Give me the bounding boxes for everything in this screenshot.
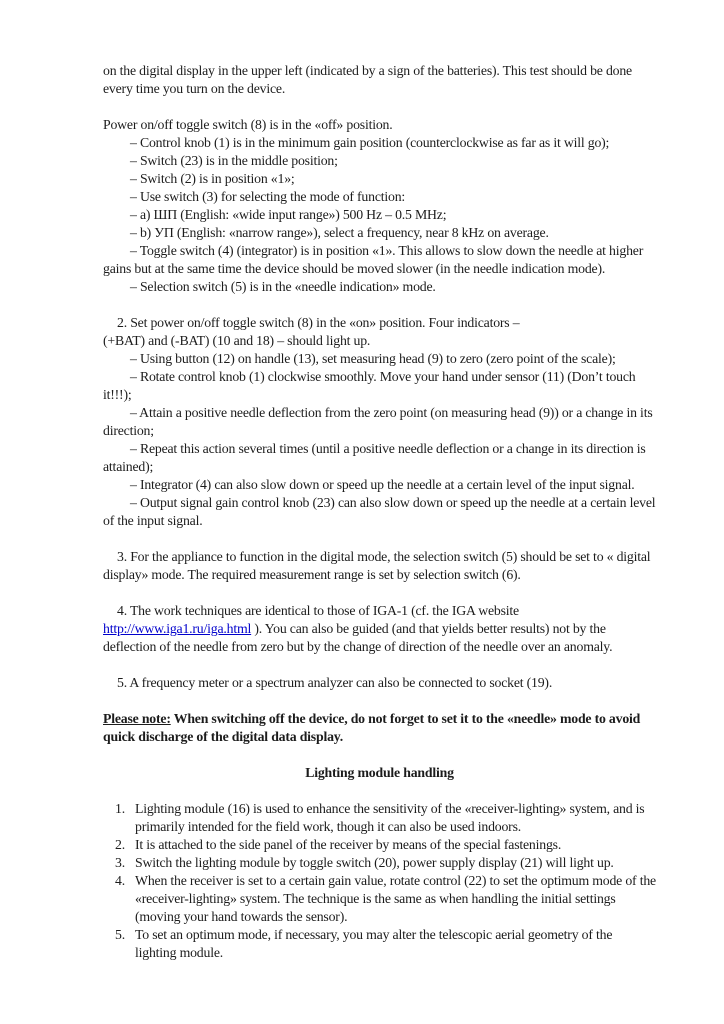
paragraph-power-lead: Power on/off toggle switch (8) is in the «off» position. xyxy=(103,117,393,132)
list-item xyxy=(115,872,656,926)
iga-website-link[interactable]: http://www.iga1.ru/iga.html xyxy=(103,621,252,636)
list-item-text: To set an optimum mode, if necessary, you may alter the telescopic aerial geometry of the lighting module. xyxy=(135,927,613,960)
paragraph-intro: on the digital display in the upper left (indicated by a sign of the batteries). This test should be done every time you turn on the device. xyxy=(103,63,632,96)
step-2-lead-line1: 2. Set power on/off toggle switch (8) in the «on» position. Four indicators – xyxy=(117,315,520,330)
power-dash-item: – Switch (23) is in the middle position; xyxy=(130,153,338,168)
list-item-number: 5. xyxy=(115,927,125,942)
step-4-text-after-link: ). You can also be guided (and that yields better results) not by the deflection of the needle from zero but by the change of direction of the needle over an anomaly. xyxy=(103,621,613,654)
step-4-text-before-link: 4. The work techniques are identical to those of IGA-1 (cf. the IGA website xyxy=(117,603,519,618)
step-2-dash-item: – Integrator (4) can also slow down or speed up the needle at a certain level of the input signal. xyxy=(130,477,635,492)
section-heading-lighting-module: Lighting module handling xyxy=(305,765,454,780)
blank-line xyxy=(103,584,656,602)
list-item xyxy=(115,926,656,962)
list-item-number: 1. xyxy=(115,801,125,816)
power-dash-item: – Use switch (3) for selecting the mode of function: xyxy=(130,189,406,204)
power-dash-item: – Selection switch (5) is in the «needle indication» mode. xyxy=(130,279,436,294)
list-item xyxy=(115,854,656,872)
lighting-module-list xyxy=(103,800,656,962)
blank-line xyxy=(103,746,656,764)
list-item-number: 3. xyxy=(115,855,125,870)
step-4-paragraph xyxy=(103,602,656,656)
list-item-number: 2. xyxy=(115,837,125,852)
blank-line xyxy=(103,692,656,710)
list-item-number: 4. xyxy=(115,873,125,888)
list-item xyxy=(115,836,656,854)
blank-line xyxy=(103,296,656,314)
step-2-dash-item: – Attain a positive needle deflection from the zero point (on measuring head (9)) or a change in its direction; xyxy=(103,405,653,438)
please-note-text: When switching off the device, do not forget to set it to the «needle» mode to avoid quick discharge of the digital data display. xyxy=(103,711,641,744)
step-2-dash-item: – Using button (12) on handle (13), set measuring head (9) to zero (zero point of the scale); xyxy=(130,351,616,366)
power-dash-item: – Control knob (1) is in the minimum gain position (counterclockwise as far as it will go); xyxy=(130,135,610,150)
step-2-dash-item: – Output signal gain control knob (23) can also slow down or speed up the needle at a certain level of the input signal. xyxy=(103,495,656,528)
step-2-dash-item: – Repeat this action several times (until a positive needle deflection or a change in its direction is attained); xyxy=(103,441,646,474)
blank-line xyxy=(103,656,656,674)
list-item xyxy=(115,800,656,836)
step-2-dash-item: – Rotate control knob (1) clockwise smoothly. Move your hand under sensor (11) (Don’t touch it!!!); xyxy=(103,369,636,402)
list-item-text: Lighting module (16) is used to enhance the sensitivity of the «receiver-lighting» system, and is primarily intended for the field work, though it can also be used indoors. xyxy=(135,801,645,834)
list-item-text: Switch the lighting module by toggle switch (20), power supply display (21) will light up. xyxy=(135,855,614,870)
step-3-paragraph: 3. For the appliance to function in the digital mode, the selection switch (5) should be set to « digital display» mode. The required measurement range is set by selection switch (6). xyxy=(103,549,651,582)
power-dash-item: – a) ШП (English: «wide input range») 500 Hz – 0.5 MHz; xyxy=(130,207,447,222)
blank-line xyxy=(103,98,656,116)
power-dash-item: – b) УП (English: «narrow range»), select a frequency, near 8 kHz on average. xyxy=(130,225,549,240)
step-5-paragraph: 5. A frequency meter or a spectrum analyzer can also be connected to socket (19). xyxy=(117,675,553,690)
please-note-label: Please note: xyxy=(103,711,171,726)
list-item-text: It is attached to the side panel of the receiver by means of the special fastenings. xyxy=(135,837,562,852)
power-dash-item: – Switch (2) is in position «1»; xyxy=(130,171,295,186)
list-item-text: When the receiver is set to a certain gain value, rotate control (22) to set the optimum mode of the «receiver-lighting» system. The technique is the same as when handling the initial settings (moving your hand towards the sensor). xyxy=(135,873,656,924)
please-note-paragraph xyxy=(103,710,656,746)
power-dash-item: – Toggle switch (4) (integrator) is in position «1». This allows to slow down the needle at higher gains but at the same time the device should be moved slower (in the needle indication mode). xyxy=(103,243,644,276)
blank-line xyxy=(103,530,656,548)
step-2-lead-line2: (+BAT) and (-BAT) (10 and 18) – should light up. xyxy=(103,333,371,348)
blank-line xyxy=(103,782,656,800)
